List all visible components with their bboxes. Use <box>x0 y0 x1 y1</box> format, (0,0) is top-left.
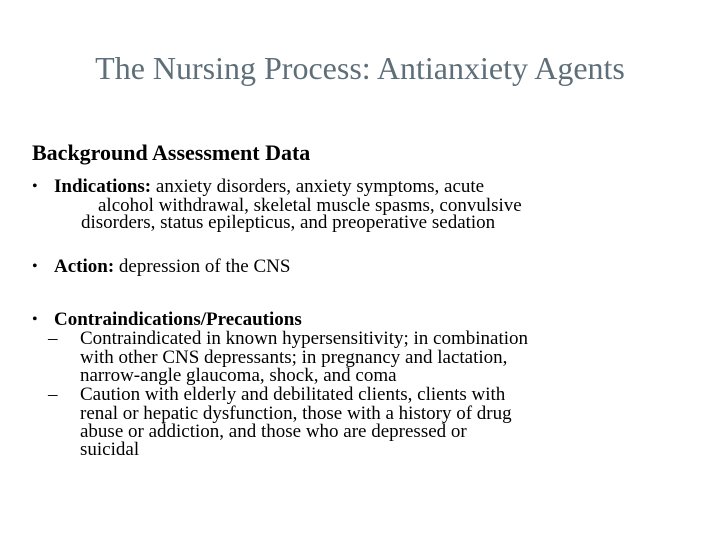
sub-bullet-dash: – <box>48 384 58 405</box>
bullet-label: Contraindications/Precautions <box>54 309 302 330</box>
bullet-line: disorders, status epilepticus, and preoperative sedation <box>81 212 496 233</box>
bullet-text: anxiety disorders, anxiety symptoms, acute <box>155 176 485 197</box>
slide-title: The Nursing Process: Antianxiety Agents <box>95 50 625 86</box>
bullet-text: depression of the CNS <box>118 256 291 277</box>
sub-bullet-line: with other CNS depressants; in pregnancy and lactation, <box>80 347 508 368</box>
sub-bullet-line: Contraindicated in known hypersensitivity; in combination <box>80 328 529 349</box>
bullet-label: Indications: <box>54 176 152 197</box>
sub-bullet-line: suicidal <box>80 439 140 460</box>
sub-bullet-dash: – <box>48 328 58 349</box>
sub-bullet-line: renal or hepatic dysfunction, those with a history of drug <box>80 403 512 424</box>
bullet-line: alcohol withdrawal, skeletal muscle spasms, convulsive <box>98 195 522 216</box>
bullet-line <box>54 177 484 196</box>
sub-bullet-line: abuse or addiction, and those who are depressed or <box>80 421 467 442</box>
bullet-label: Action: <box>54 256 115 277</box>
sub-bullet-line: narrow-angle glaucoma, shock, and coma <box>80 365 397 386</box>
bullet-dot: • <box>32 178 38 195</box>
bullet-line <box>54 310 302 329</box>
bullet-dot: • <box>32 311 38 328</box>
bullet-line <box>54 257 290 276</box>
sub-bullet-line: Caution with elderly and debilitated clients, clients with <box>80 384 506 405</box>
bullet-dot: • <box>32 258 38 275</box>
section-heading: Background Assessment Data <box>32 140 311 165</box>
